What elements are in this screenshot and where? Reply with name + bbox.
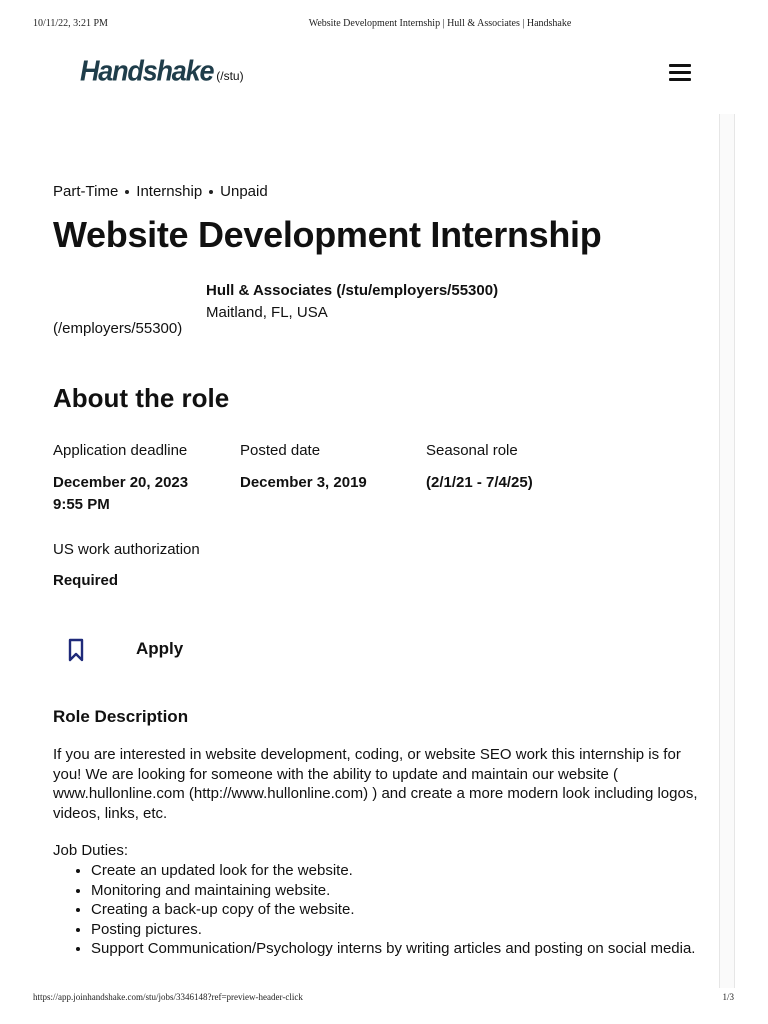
list-item: • Create an updated look for the website. [91,861,746,881]
role-description-text: If you are interested in website development, coding, or website SEO work this internship is for you! We are looking for someone with the ability to update and maintain our website ( www.hullonline.com (http://www.hullonline.com) ) and create a more modern look including logos, videos, links, etc. [53,746,698,822]
deadline-label: Application deadline [53,442,188,459]
job-pay: Unpaid [220,183,268,200]
work-auth-label: US work authorization [53,541,200,558]
job-category: Internship [136,183,203,200]
work-auth-value: Required [53,572,119,589]
deadline-time: 9:55 PM [53,496,110,513]
deadline-date: December 20, 2023 [53,474,189,491]
list-item: • Monitoring and maintaining website. [91,881,746,901]
job-meta [53,183,268,200]
list-item: • Support Communication/Psychology interns by writing articles and posting on social media. [91,939,746,959]
employer-logo-link[interactable]: (/employers/55300) [53,320,183,337]
job-type: Part-Time [53,183,119,200]
print-url: https://app.joinhandshake.com/stu/jobs/3346148?ref=preview-header-click [33,992,303,1002]
seasonal-value: (2/1/21 - 7/4/25) [426,474,533,491]
list-item: • Posting pictures. [91,920,746,940]
print-title: Website Development Internship | Hull & Associates | Handshake [308,18,572,29]
logo-link-path: (/stu) [216,69,244,83]
employer-link[interactable]: Hull & Associates (/stu/employers/55300) [206,282,499,299]
list-item: • Creating a back-up copy of the website. [91,900,746,920]
separator-dot-icon [209,190,213,194]
job-duties-list [53,861,746,959]
posted-date-label: Posted date [240,442,321,459]
bookmark-icon[interactable] [64,636,88,664]
seasonal-label: Seasonal role [426,442,518,459]
job-duties-label: Job Duties: [53,842,129,859]
posted-date-value: December 3, 2019 [240,474,367,491]
print-date: 10/11/22, 3:21 PM [33,18,108,29]
apply-button[interactable]: Apply [136,639,184,658]
employer-location: Maitland, FL, USA [206,304,328,321]
handshake-logo[interactable] [80,56,244,87]
scrollbar[interactable] [719,114,735,988]
about-heading: About the role [53,383,230,413]
hamburger-menu-icon[interactable] [669,64,691,84]
logo-wordmark: Handshake [80,55,214,87]
role-description-heading: Role Description [53,707,189,726]
print-page-number: 1/3 [722,992,734,1002]
page-title: Website Development Internship [53,214,602,255]
separator-dot-icon [125,190,129,194]
